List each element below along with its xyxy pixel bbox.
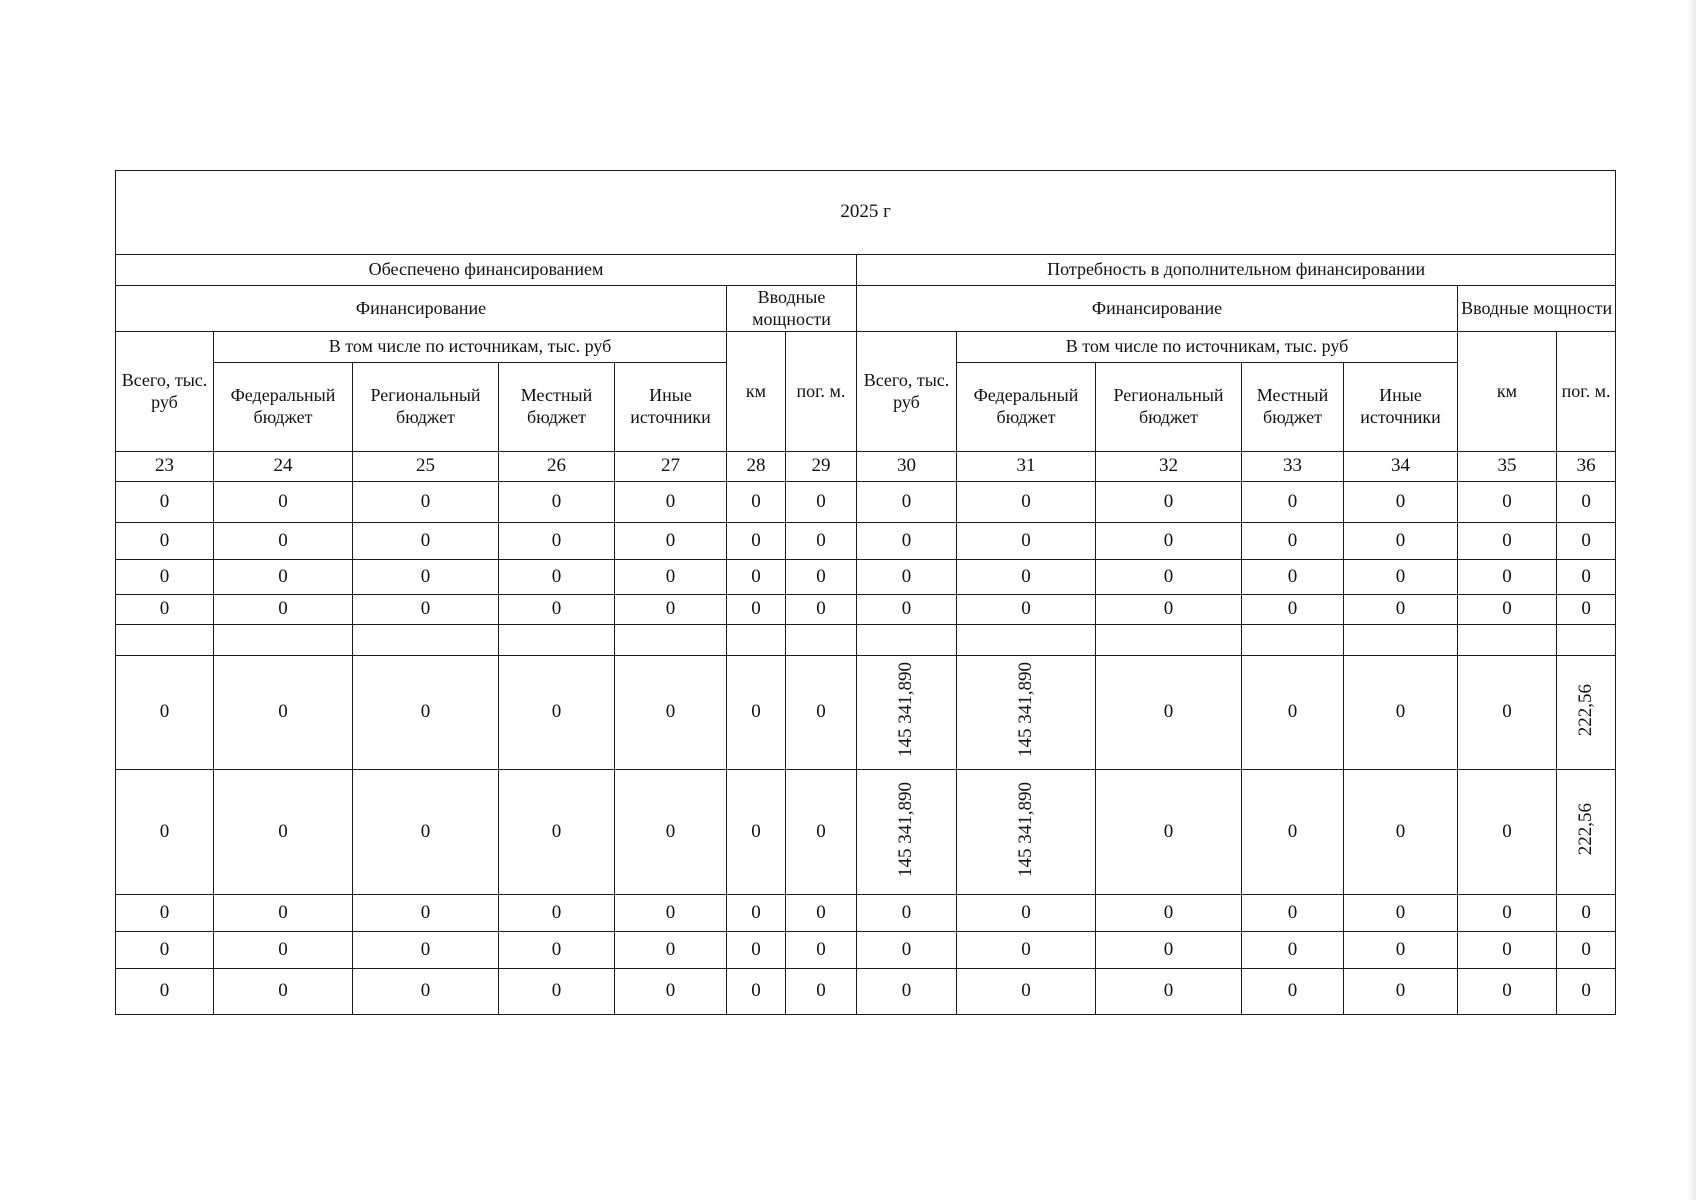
table-cell: 0 bbox=[786, 482, 857, 523]
table-cell: 0 bbox=[116, 656, 214, 770]
table-cell: 0 bbox=[353, 482, 499, 523]
table-cell: 0 bbox=[957, 523, 1096, 560]
table-cell: 0 bbox=[353, 770, 499, 895]
column-number: 24 bbox=[214, 452, 353, 482]
table-cell: 0 bbox=[116, 969, 214, 1015]
column-number: 32 bbox=[1096, 452, 1242, 482]
financing-header-additional: Финансирование bbox=[857, 286, 1458, 332]
table-cell: 0 bbox=[1458, 932, 1557, 969]
by-sources-header-additional: В том числе по источникам, тыс. руб bbox=[957, 332, 1458, 363]
table-cell: 0 bbox=[1458, 482, 1557, 523]
other-header-secured: Иные источники bbox=[615, 363, 727, 452]
table-cell: 0 bbox=[353, 932, 499, 969]
input-capacity-header-additional: Вводные мощности bbox=[1458, 286, 1616, 332]
linear-m-header-secured: пог. м. bbox=[786, 332, 857, 452]
table-cell bbox=[786, 625, 857, 656]
table-cell bbox=[615, 625, 727, 656]
table-cell: 0 bbox=[615, 656, 727, 770]
table-cell: 0 bbox=[727, 595, 786, 625]
cell-value-vertical: 145 341,890 bbox=[1014, 781, 1036, 877]
column-number: 31 bbox=[957, 452, 1096, 482]
table-cell: 0 bbox=[1557, 932, 1616, 969]
column-number: 29 bbox=[786, 452, 857, 482]
table-cell: 0 bbox=[1096, 560, 1242, 595]
table-row bbox=[116, 595, 1616, 625]
table-cell: 0 bbox=[1344, 932, 1458, 969]
table-cell: 0 bbox=[499, 895, 615, 932]
table-cell: 0 bbox=[116, 895, 214, 932]
table-cell: 0 bbox=[786, 595, 857, 625]
table-cell: 0 bbox=[857, 595, 957, 625]
table-cell: 0 bbox=[353, 595, 499, 625]
table-cell: 0 bbox=[1096, 656, 1242, 770]
table-cell bbox=[214, 625, 353, 656]
table-cell: 0 bbox=[957, 969, 1096, 1015]
table-cell: 0 bbox=[1557, 595, 1616, 625]
table-cell: 0 bbox=[957, 560, 1096, 595]
total-header-secured: Всего, тыс. руб bbox=[116, 332, 214, 452]
table-cell: 0 bbox=[786, 969, 857, 1015]
table-cell: 0 bbox=[786, 770, 857, 895]
table-cell: 0 bbox=[1458, 595, 1557, 625]
input-capacity-header-secured: Вводные мощности bbox=[727, 286, 857, 332]
year-header-row bbox=[116, 171, 1616, 255]
table-cell: 0 bbox=[1242, 595, 1344, 625]
table-cell: 0 bbox=[1344, 595, 1458, 625]
table-cell: 0 bbox=[1458, 523, 1557, 560]
table-cell bbox=[499, 625, 615, 656]
table-cell: 0 bbox=[786, 656, 857, 770]
table-cell: 0 bbox=[615, 895, 727, 932]
column-number: 23 bbox=[116, 452, 214, 482]
table-cell: 0 bbox=[1458, 969, 1557, 1015]
table-cell: 0 bbox=[1344, 656, 1458, 770]
table-cell: 0 bbox=[957, 895, 1096, 932]
table-cell: 0 bbox=[1096, 770, 1242, 895]
table-cell: 0 bbox=[1096, 895, 1242, 932]
table-cell: 0 bbox=[615, 523, 727, 560]
table-cell: 0 bbox=[1557, 482, 1616, 523]
table-cell bbox=[1344, 625, 1458, 656]
table-cell: 0 bbox=[1242, 895, 1344, 932]
table-cell: 0 bbox=[1557, 969, 1616, 1015]
table-cell: 0 bbox=[727, 969, 786, 1015]
table-cell: 0 bbox=[615, 770, 727, 895]
table-cell: 0 bbox=[1458, 560, 1557, 595]
table-row bbox=[116, 625, 1616, 656]
table-row bbox=[116, 523, 1616, 560]
table-cell: 0 bbox=[1458, 895, 1557, 932]
table-cell: 0 bbox=[214, 770, 353, 895]
sources-header-row bbox=[116, 332, 1616, 363]
column-number: 34 bbox=[1344, 452, 1458, 482]
column-number: 33 bbox=[1242, 452, 1344, 482]
table-cell bbox=[957, 770, 1096, 895]
table-cell: 0 bbox=[857, 523, 957, 560]
table-cell: 0 bbox=[116, 932, 214, 969]
table-cell: 0 bbox=[499, 482, 615, 523]
table-cell bbox=[116, 625, 214, 656]
table-cell: 0 bbox=[857, 969, 957, 1015]
table-cell bbox=[957, 625, 1096, 656]
section-secured: Обеспечено финансированием bbox=[116, 255, 857, 286]
column-numbers-row bbox=[116, 452, 1616, 482]
local-header-additional: Местный бюджет bbox=[1242, 363, 1344, 452]
table-cell: 0 bbox=[499, 969, 615, 1015]
table-cell: 0 bbox=[1344, 523, 1458, 560]
table-cell bbox=[857, 656, 957, 770]
cell-value-vertical: 222,56 bbox=[1574, 683, 1596, 736]
table-cell: 0 bbox=[727, 656, 786, 770]
table-cell: 0 bbox=[214, 560, 353, 595]
table-cell: 0 bbox=[727, 770, 786, 895]
column-number: 30 bbox=[857, 452, 957, 482]
table-cell: 0 bbox=[1096, 969, 1242, 1015]
cell-value-vertical: 222,56 bbox=[1574, 803, 1596, 856]
federal-header-additional: Федеральный бюджет bbox=[957, 363, 1096, 452]
year-title: 2025 г bbox=[116, 171, 1616, 255]
table-cell: 0 bbox=[353, 523, 499, 560]
km-header-additional: км bbox=[1458, 332, 1557, 452]
column-number: 25 bbox=[353, 452, 499, 482]
table-cell: 0 bbox=[1344, 482, 1458, 523]
table-cell: 0 bbox=[499, 595, 615, 625]
table-cell bbox=[1096, 625, 1242, 656]
table-row bbox=[116, 770, 1616, 895]
column-number: 35 bbox=[1458, 452, 1557, 482]
table-cell: 0 bbox=[1242, 523, 1344, 560]
table-cell: 0 bbox=[727, 932, 786, 969]
table-cell: 0 bbox=[499, 523, 615, 560]
table-cell bbox=[1557, 625, 1616, 656]
table-cell: 0 bbox=[1458, 770, 1557, 895]
table-cell bbox=[857, 770, 957, 895]
table-cell: 0 bbox=[957, 595, 1096, 625]
table-cell: 0 bbox=[1557, 560, 1616, 595]
table-cell: 0 bbox=[1242, 482, 1344, 523]
table-cell: 0 bbox=[786, 560, 857, 595]
financing-table bbox=[115, 170, 1616, 1015]
table-cell bbox=[957, 656, 1096, 770]
table-cell bbox=[1458, 625, 1557, 656]
table-cell: 0 bbox=[957, 932, 1096, 969]
table-cell: 0 bbox=[1557, 523, 1616, 560]
table-cell: 0 bbox=[1242, 560, 1344, 595]
federal-header-secured: Федеральный бюджет bbox=[214, 363, 353, 452]
cell-value-vertical: 145 341,890 bbox=[895, 662, 917, 758]
table-row bbox=[116, 560, 1616, 595]
table-cell: 0 bbox=[116, 770, 214, 895]
table-cell: 0 bbox=[957, 482, 1096, 523]
total-header-additional: Всего, тыс. руб bbox=[857, 332, 957, 452]
table-cell: 0 bbox=[1344, 560, 1458, 595]
linear-m-header-additional: пог. м. bbox=[1557, 332, 1616, 452]
cell-value-vertical: 145 341,890 bbox=[1014, 662, 1036, 758]
table-cell: 0 bbox=[1458, 656, 1557, 770]
column-number: 27 bbox=[615, 452, 727, 482]
table-cell bbox=[1557, 770, 1616, 895]
column-number: 28 bbox=[727, 452, 786, 482]
by-sources-header-secured: В том числе по источникам, тыс. руб bbox=[214, 332, 727, 363]
table-row bbox=[116, 656, 1616, 770]
table-cell: 0 bbox=[615, 932, 727, 969]
cell-value-vertical: 145 341,890 bbox=[895, 781, 917, 877]
table-cell: 0 bbox=[1096, 482, 1242, 523]
table-cell: 0 bbox=[499, 656, 615, 770]
table-row bbox=[116, 932, 1616, 969]
financing-header-secured: Финансирование bbox=[116, 286, 727, 332]
table-cell: 0 bbox=[1242, 770, 1344, 895]
table-cell: 0 bbox=[857, 932, 957, 969]
table-cell: 0 bbox=[353, 560, 499, 595]
table-cell: 0 bbox=[214, 895, 353, 932]
section-additional: Потребность в дополнительном финансировании bbox=[857, 255, 1616, 286]
table-cell: 0 bbox=[1242, 969, 1344, 1015]
table-cell: 0 bbox=[116, 560, 214, 595]
table-cell: 0 bbox=[857, 895, 957, 932]
table-cell: 0 bbox=[214, 482, 353, 523]
table-cell: 0 bbox=[214, 932, 353, 969]
table-cell: 0 bbox=[1242, 932, 1344, 969]
table-cell: 0 bbox=[615, 969, 727, 1015]
table-cell: 0 bbox=[786, 523, 857, 560]
table-cell: 0 bbox=[499, 560, 615, 595]
page-edge-shadow bbox=[1688, 0, 1696, 1200]
table-cell bbox=[857, 625, 957, 656]
table-cell: 0 bbox=[499, 770, 615, 895]
other-header-additional: Иные источники bbox=[1344, 363, 1458, 452]
km-header-secured: км bbox=[727, 332, 786, 452]
table-cell: 0 bbox=[727, 895, 786, 932]
table-cell: 0 bbox=[857, 560, 957, 595]
table-cell: 0 bbox=[214, 969, 353, 1015]
table-cell: 0 bbox=[727, 482, 786, 523]
table-cell: 0 bbox=[1344, 969, 1458, 1015]
table-cell: 0 bbox=[615, 595, 727, 625]
table-row bbox=[116, 969, 1616, 1015]
table-cell: 0 bbox=[1096, 595, 1242, 625]
financing-header-row bbox=[116, 286, 1616, 332]
table-cell: 0 bbox=[353, 895, 499, 932]
table-cell: 0 bbox=[499, 932, 615, 969]
table-cell: 0 bbox=[1096, 523, 1242, 560]
table-cell: 0 bbox=[353, 656, 499, 770]
table-cell bbox=[727, 625, 786, 656]
section-header-row bbox=[116, 255, 1616, 286]
table-cell bbox=[1242, 625, 1344, 656]
table-cell: 0 bbox=[727, 560, 786, 595]
table-row bbox=[116, 895, 1616, 932]
regional-header-additional: Региональный бюджет bbox=[1096, 363, 1242, 452]
table-cell: 0 bbox=[857, 482, 957, 523]
table-cell: 0 bbox=[214, 656, 353, 770]
table-cell: 0 bbox=[116, 595, 214, 625]
table-cell: 0 bbox=[1242, 656, 1344, 770]
table-cell bbox=[353, 625, 499, 656]
table-cell: 0 bbox=[786, 895, 857, 932]
table-cell: 0 bbox=[1344, 770, 1458, 895]
table-cell: 0 bbox=[615, 482, 727, 523]
table-cell bbox=[1557, 656, 1616, 770]
table-body bbox=[116, 171, 1616, 1015]
table-cell: 0 bbox=[116, 523, 214, 560]
local-header-secured: Местный бюджет bbox=[499, 363, 615, 452]
regional-header-secured: Региональный бюджет bbox=[353, 363, 499, 452]
table-cell: 0 bbox=[1096, 932, 1242, 969]
table-cell: 0 bbox=[116, 482, 214, 523]
table-cell: 0 bbox=[786, 932, 857, 969]
table-cell: 0 bbox=[727, 523, 786, 560]
table-cell: 0 bbox=[615, 560, 727, 595]
table-cell: 0 bbox=[1557, 895, 1616, 932]
table-row bbox=[116, 482, 1616, 523]
column-number: 36 bbox=[1557, 452, 1616, 482]
table-cell: 0 bbox=[1344, 895, 1458, 932]
column-number: 26 bbox=[499, 452, 615, 482]
table-cell: 0 bbox=[214, 595, 353, 625]
table-cell: 0 bbox=[214, 523, 353, 560]
table-cell: 0 bbox=[353, 969, 499, 1015]
